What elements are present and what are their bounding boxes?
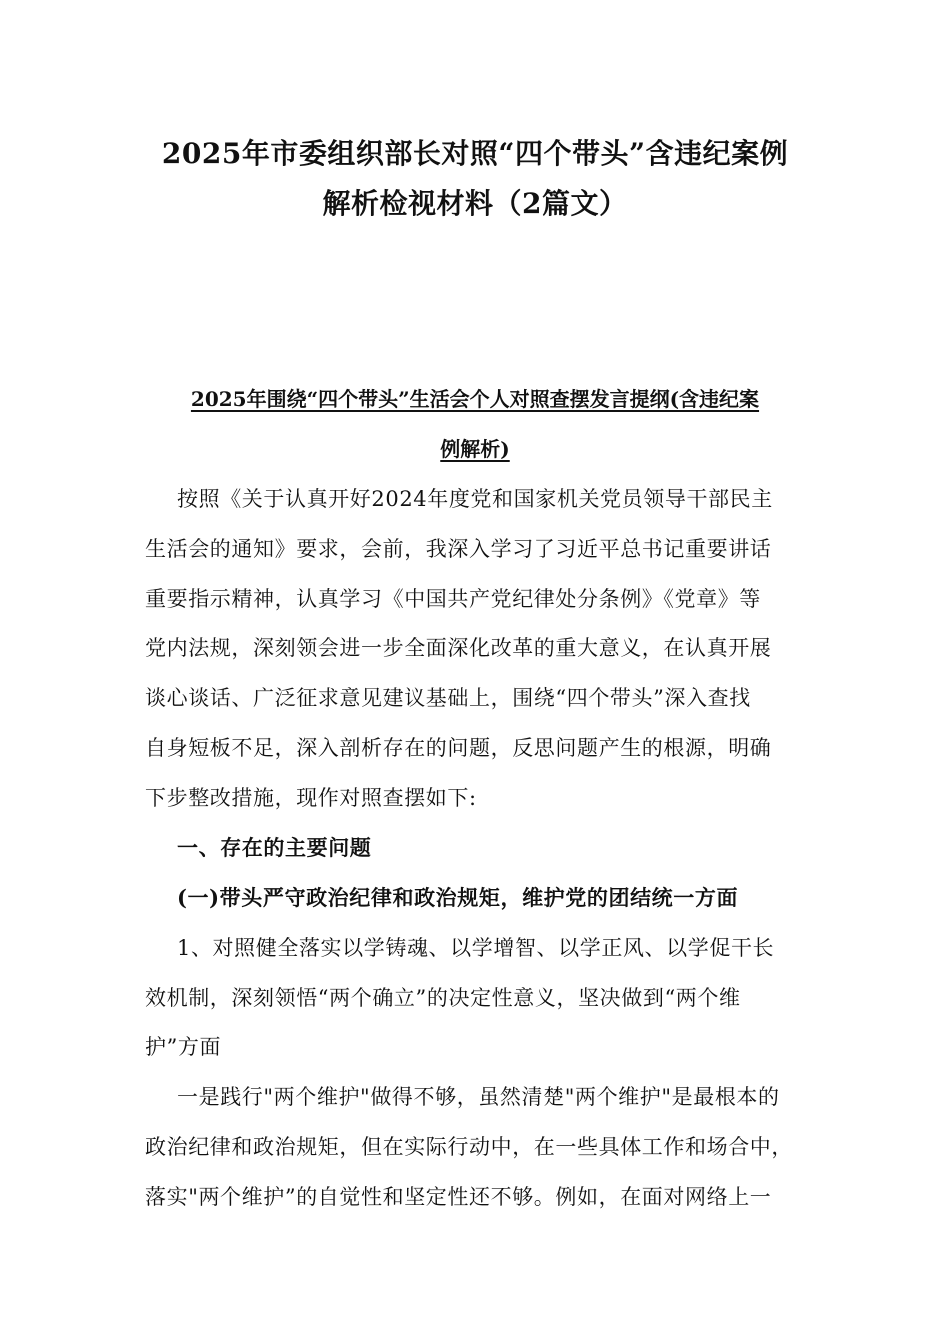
body-line: 落实"两个维护”的自觉性和坚定性还不够。例如，在面对网络上一 — [145, 1185, 772, 1209]
body-line: 效机制，深刻领悟“两个确立”的决定性意义，坚决做到“两个维 — [145, 986, 741, 1010]
section-title-line-2: 例解析) — [440, 437, 510, 461]
body-line: 一是践行"两个维护"做得不够，虽然清楚"两个维护"是最根本的 — [177, 1085, 780, 1109]
body-line: 自身短板不足，深入剖析存在的问题，反思问题产生的根源，明确 — [145, 736, 772, 760]
body-line: 护”方面 — [145, 1035, 222, 1059]
body-line: 按照《关于认真开好2024年度党和国家机关党员领导干部民主 — [177, 487, 773, 511]
subsection-heading: (一)带头严守政治纪律和政治规矩，维护党的团结统一方面 — [177, 885, 739, 910]
section-heading: 一、存在的主要问题 — [177, 835, 372, 860]
body-line: 重要指示精神，认真学习《中国共产党纪律处分条例》《党章》等 — [145, 587, 761, 611]
body-line: 1、对照健全落实以学铸魂、以学增智、以学正风、以学促干长 — [177, 936, 775, 960]
document-title-line-1: 2025年市委组织部长对照“四个带头”含违纪案例 — [161, 137, 789, 170]
body-line: 生活会的通知》要求，会前，我深入学习了习近平总书记重要讲话 — [145, 537, 772, 561]
body-line: 党内法规，深刻领会进一步全面深化改革的重大意义，在认真开展 — [145, 636, 772, 660]
body-line: 下步整改措施，现作对照查摆如下: — [145, 786, 477, 810]
document-title-line-2: 解析检视材料（2篇文） — [322, 187, 628, 220]
body-line: 政治纪律和政治规矩，但在实际行动中，在一些具体工作和场合中， — [145, 1135, 793, 1159]
body-line: 谈心谈话、广泛征求意见建议基础上，围绕“四个带头”深入查找 — [145, 686, 751, 710]
section-title-line-1: 2025年围绕“四个带头”生活会个人对照查摆发言提纲(含违纪案 — [190, 387, 760, 411]
